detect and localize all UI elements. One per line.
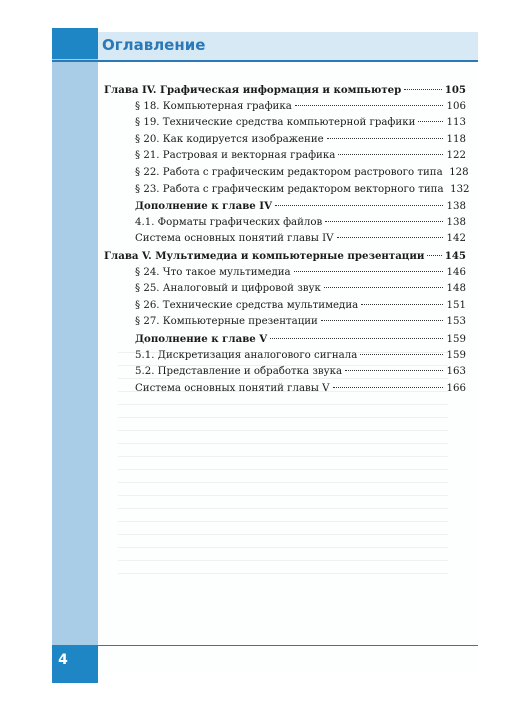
toc-entry-supplement (104, 200, 466, 217)
page-title: Оглавление (102, 36, 206, 54)
toc-entry-title: Дополнение к главе V (135, 332, 268, 345)
toc-entry-title: § 24. Что такое мультимедиа (135, 266, 291, 278)
toc-entry-subsection (104, 350, 466, 367)
toc-entry-title: § 23. Работа с графическим редактором векторного типа (135, 183, 444, 195)
toc-entry-page: 142 (446, 233, 466, 245)
toc-leader-dots (321, 320, 443, 321)
toc-entry-title: § 27. Компьютерные презентации (135, 316, 318, 328)
toc-entry-page: 163 (446, 366, 466, 378)
toc-entry-page: 151 (446, 299, 466, 311)
toc-entry-title: 5.1. Дискретизация аналогового сигнала (135, 349, 358, 361)
toc-entry-chapter (104, 250, 466, 267)
toc-leader-dots (275, 205, 443, 206)
toc-entry-section (104, 101, 466, 118)
toc-entry-page: 166 (446, 382, 466, 394)
toc-entry-chapter (104, 84, 466, 101)
toc-entry-title: § 18. Компьютерная графика (135, 100, 292, 112)
toc-entry-section (104, 166, 469, 184)
toc-entry-title: § 21. Растровая и векторная графика (135, 150, 336, 162)
toc-leader-dots (418, 121, 443, 122)
toc-entry-section (104, 150, 466, 167)
toc-entry-page: 148 (446, 283, 466, 295)
toc-entry-page: 138 (446, 216, 466, 228)
toc-leader-dots (327, 138, 443, 139)
toc-entry-page: 106 (446, 100, 466, 112)
toc-leader-dots (270, 338, 443, 339)
toc-leader-dots (325, 221, 443, 222)
toc-leader-dots (295, 105, 443, 106)
toc-leader-dots (361, 304, 443, 305)
toc-leader-dots (360, 354, 443, 355)
toc-entry-page: 118 (446, 133, 466, 145)
toc-entry-page: 146 (446, 266, 466, 278)
toc-entry-title: § 25. Аналоговый и цифровой звук (135, 283, 321, 295)
side-strip (52, 28, 98, 683)
toc-entry-page: 105 (444, 84, 466, 96)
toc-entry-page: 122 (446, 150, 466, 162)
toc-leader-dots (333, 387, 444, 388)
toc-entry-title: Дополнение к главе IV (135, 200, 272, 213)
toc-entry-section (104, 316, 466, 333)
side-strip-top-box (52, 28, 98, 59)
toc-entry-title: 4.1. Форматы графических файлов (135, 216, 323, 228)
toc-entry-page: 132 (450, 183, 470, 195)
toc-entry-section (104, 183, 470, 201)
toc-entry-title: Система основных понятий главы IV (135, 233, 334, 245)
toc-entry-title: § 20. Как кодируется изображение (135, 133, 324, 145)
toc-entry-section (104, 117, 466, 134)
toc-entry-title: § 19. Технические средства компьютерной графики (135, 117, 416, 129)
table-of-contents (104, 84, 470, 399)
toc-entry-section (104, 300, 466, 317)
toc-leader-dots (345, 370, 443, 371)
toc-entry-page: 113 (446, 117, 466, 129)
toc-entry-title: § 22. Работа с графическим редактором растрового типа (135, 166, 443, 178)
toc-leader-dots (427, 255, 441, 256)
toc-leader-dots (324, 287, 443, 288)
toc-entry-title: Глава IV. Графическая информация и компьютер (104, 84, 402, 96)
toc-leader-dots (294, 271, 443, 272)
toc-entry-page: 153 (446, 316, 466, 328)
toc-entry-title: Система основных понятий главы V (135, 382, 330, 394)
footer-rule (98, 645, 478, 646)
toc-entry-subsection (104, 217, 466, 234)
page-number: 4 (58, 652, 68, 668)
toc-leader-dots (337, 237, 443, 238)
toc-entry-title: Глава V. Мультимедиа и компьютерные презентации (104, 249, 425, 262)
toc-entry-title: 5.2. Представление и обработка звука (135, 366, 343, 378)
toc-entry-page: 159 (446, 349, 466, 361)
toc-entry-section (104, 267, 466, 284)
toc-entry-supplement (104, 333, 466, 350)
toc-leader-dots (404, 89, 441, 90)
toc-entry-summary (104, 383, 466, 400)
toc-entry-page: 128 (449, 166, 469, 178)
toc-entry-section (104, 283, 466, 300)
toc-entry-section (104, 134, 466, 151)
toc-entry-subsection (104, 366, 466, 383)
toc-entry-page: 145 (444, 249, 466, 262)
toc-leader-dots (338, 154, 443, 155)
toc-entry-summary (104, 233, 466, 250)
toc-entry-title: § 26. Технические средства мультимедиа (135, 299, 359, 311)
toc-entry-page: 159 (446, 333, 466, 345)
toc-entry-page: 138 (446, 201, 466, 213)
